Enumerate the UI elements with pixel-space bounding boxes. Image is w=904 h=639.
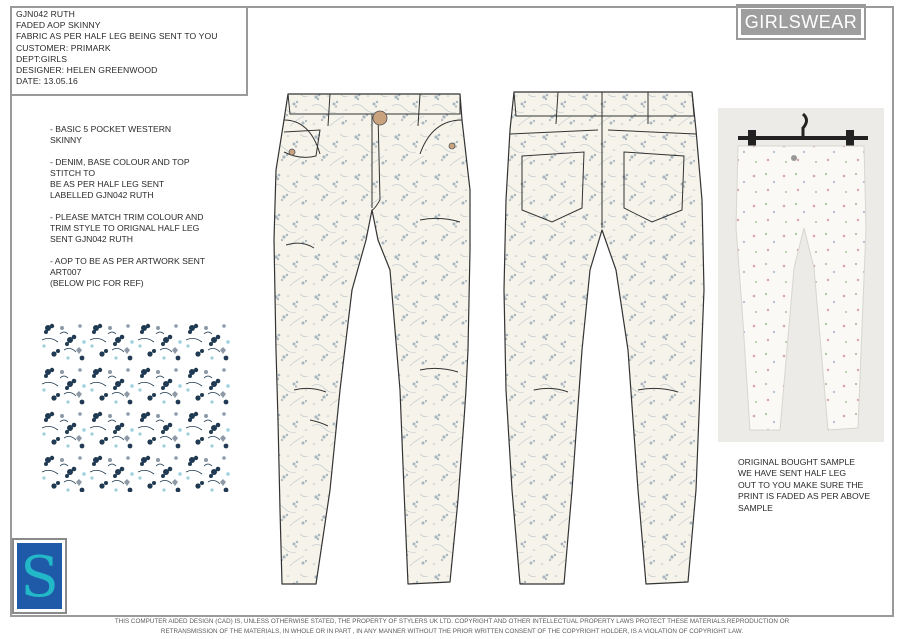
note-spacer xyxy=(50,201,240,212)
style-code: GJN042 RUTH xyxy=(16,9,75,19)
sample-note-line: OUT TO YOU MAKE SURE THE xyxy=(738,479,864,490)
sample-note-line: PRINT IS FADED AS PER ABOVE xyxy=(738,491,871,502)
note-line: SENT GJN042 RUTH xyxy=(50,234,133,244)
sample-note-line: ORIGINAL BOUGHT SAMPLE xyxy=(738,457,855,467)
style-name: FADED AOP SKINNY xyxy=(16,20,101,31)
category-label xyxy=(736,4,866,40)
designer: DESIGNER: HELEN GREENWOOD xyxy=(16,65,158,76)
customer: CUSTOMER: PRIMARK xyxy=(16,42,111,53)
note-spacer xyxy=(50,146,240,157)
jeans-back-sketch xyxy=(498,90,712,590)
note-line: STITCH TO xyxy=(50,168,96,178)
sample-note-line: WE HAVE SENT HALF LEG xyxy=(738,468,847,479)
note-line: LABELLED GJN042 RUTH xyxy=(50,190,154,200)
sample-photo xyxy=(718,108,884,442)
note-spacer xyxy=(50,245,240,256)
jeans-front-sketch xyxy=(270,90,480,590)
note-line: - DENIM, BASE COLOUR AND TOP xyxy=(50,157,190,167)
date: DATE: 13.05.16 xyxy=(16,76,78,87)
company-logo xyxy=(12,538,67,614)
note-line: TRIM STYLE TO ORIGNAL HALF LEG xyxy=(50,223,200,233)
sample-note-line: SAMPLE xyxy=(738,502,773,513)
note-line: - BASIC 5 POCKET WESTERN xyxy=(50,124,172,134)
note-line: - PLEASE MATCH TRIM COLOUR AND xyxy=(50,212,204,222)
copyright-line: RETRANSMISSION OF THE MATERIALS, IN WHOLE OR IN PART , IN ANY MANNER WITHOUT THE PRIOR WRITTEN CONSENT OF THE COPYRIGHT HOLDER, IS A VIOLATION OF COPYRIGHT LAW. xyxy=(160,627,744,635)
department: DEPT:GIRLS xyxy=(16,53,68,64)
logo-letter: S xyxy=(20,545,59,610)
copyright-line: THIS COMPUTER AIDED DESIGN (CAD) IS, UNLESS OTHERWISE STATED, THE PROPERTY OF STYLERS UK LTD. COPYRIGHT AND OTHER INTELLECTUAL PROPERTY LAWS PROTECT THESE MATERIALS.REPRODUCTION OR xyxy=(114,618,790,625)
note-line: - AOP TO BE AS PER ARTWORK SENT xyxy=(50,256,206,266)
note-line: ART007 xyxy=(50,267,82,277)
print-artwork-swatch xyxy=(40,320,234,492)
copyright-footer xyxy=(0,617,904,636)
design-notes xyxy=(50,124,240,289)
note-line: BE AS PER HALF LEG SENT xyxy=(50,179,165,189)
note-line: SKINNY xyxy=(50,135,82,145)
sample-note xyxy=(738,457,888,514)
note-line: (BELOW PIC FOR REF) xyxy=(50,278,144,288)
fabric-note: FABRIC AS PER HALF LEG BEING SENT TO YOU xyxy=(16,31,218,42)
spec-info-box xyxy=(10,6,248,96)
category-text: GIRLSWEAR xyxy=(741,9,861,35)
